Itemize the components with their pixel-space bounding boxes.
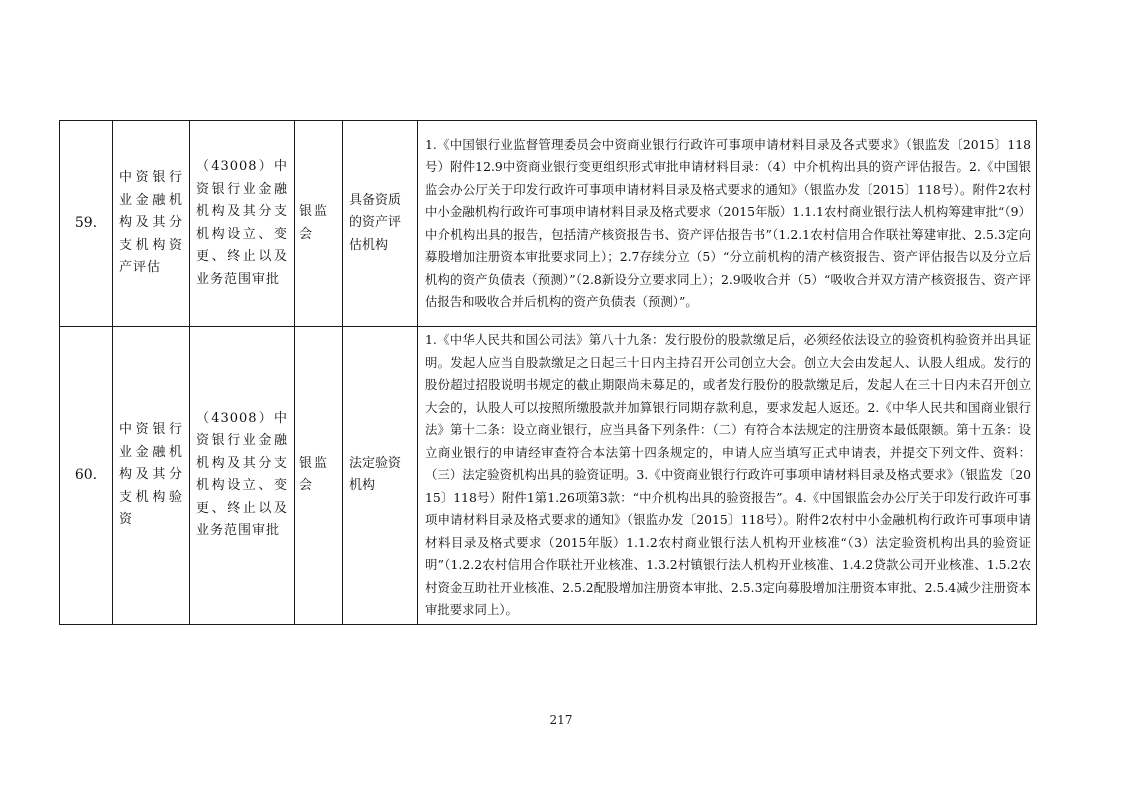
table-row — [60, 121, 1037, 327]
approval-item: （43008）中资银行业金融机构及其分支机构设立、变更、终止以及业务范围审批 — [190, 121, 295, 327]
provider-requirement: 具备资质的资产评估机构 — [343, 121, 418, 327]
approval-items-table — [59, 120, 1037, 625]
service-name: 中资银行业金融机构及其分支机构验资 — [113, 327, 190, 625]
provider-requirement: 法定验资机构 — [343, 327, 418, 625]
row-number: 59. — [60, 121, 113, 327]
service-name: 中资银行业金融机构及其分支机构资产评估 — [113, 121, 190, 327]
legal-basis: 1.《中国银行业监督管理委员会中资商业银行行政许可事项申请材料目录及各式要求》（银监发〔2015〕118号）附件12.9中资商业银行变更组织形式审批申请材料目录：（4）中介机构出具的资产评估报告。2.《中国银监会办公厅关于印发行政许可事项申请材料目录及格式要求的通知》（银监办发〔2015〕118号）。附件2农村中小金融机构行政许可事项申请材料目录及格式要求（2015年版）1.1.1农村商业银行法人机构筹建审批“（9）中介机构出具的报告，包括清产核资报告书、资产评估报告书”（1.2.1农村信用合作联社筹建审批、2.5.3定向募股增加注册资本审批要求同上）；2.7存续分立（5）“分立前机构的清产核资报告、资产评估报告以及分立后机构的资产负债表（预测）”（2.8新设分立要求同上）；2.9吸收合并（5）“吸收合并双方清产核资报告、资产评估报告和吸收合并后机构的资产负债表（预测）”。 — [418, 121, 1037, 327]
page-number: 217 — [549, 713, 573, 727]
department: 银监会 — [295, 121, 343, 327]
legal-basis: 1.《中华人民共和国公司法》第八十九条：发行股份的股款缴足后，必须经依法设立的验资机构验资并出具证明。发起人应当自股款缴足之日起三十日内主持召开公司创立大会。创立大会由发起人、认股人组成。发行的股份超过招股说明书规定的截止期限尚未募足的，或者发行股份的股款缴足后，发起人在三十日内未召开创立大会的，认股人可以按照所缴股款并加算银行同期存款利息，要求发起人返还。2.《中华人民共和国商业银行法》第十二条：设立商业银行，应当具备下列条件：（二）有符合本法规定的注册资本最低限额。第十五条：设立商业银行的申请经审查符合本法第十四条规定的，申请人应当填写正式申请表，并提交下列文件、资料：（三）法定验资机构出具的验资证明。3.《中资商业银行行政许可事项申请材料目录及格式要求》（银监发〔2015〕118号）附件1第1.26项第3款：“中介机构出具的验资报告”。4.《中国银监会办公厅关于印发行政许可事项申请材料目录及格式要求的通知》（银监办发〔2015〕118号）。附件2农村中小金融机构行政许可事项申请材料目录及格式要求（2015年版）1.1.2农村商业银行法人机构开业核准“（3）法定验资机构出具的验资证明”（1.2.2农村信用合作联社开业核准、1.3.2村镇银行法人机构开业核准、1.4.2贷款公司开业核准、1.5.2农村资金互助社开业核准、2.5.2配股增加注册资本审批、2.5.3定向募股增加注册资本审批、2.5.4减少注册资本审批要求同上）。 — [418, 327, 1037, 625]
approval-item: （43008）中资银行业金融机构及其分支机构设立、变更、终止以及业务范围审批 — [190, 327, 295, 625]
table-row — [60, 327, 1037, 625]
row-number: 60. — [60, 327, 113, 625]
department: 银监会 — [295, 327, 343, 625]
